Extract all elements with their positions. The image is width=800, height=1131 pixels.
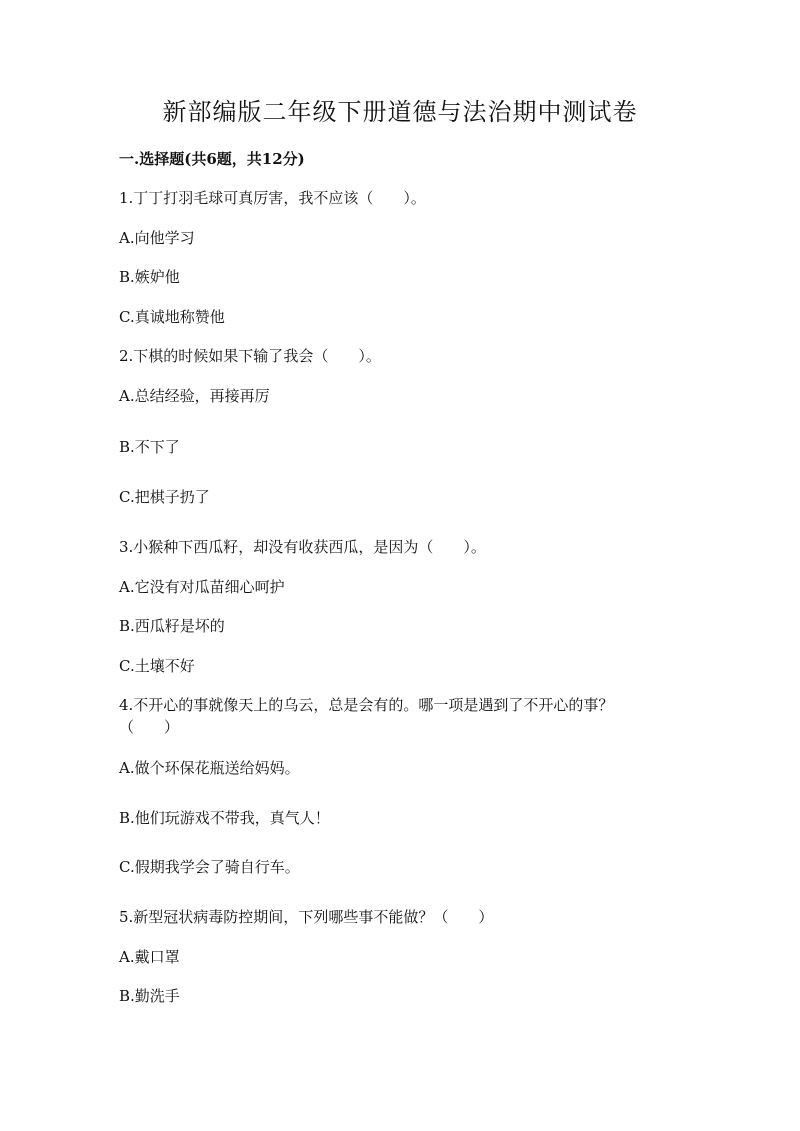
question-1-option-c: C.真诚地称赞他 [119,308,225,326]
question-3-option-a: A.它没有对瓜苗细心呵护 [119,578,285,596]
question-2-option-a: A.总结经验，再接再厉 [119,387,270,405]
question-5-option-b: B.勤洗手 [119,987,180,1005]
question-4-option-b: B.他们玩游戏不带我，真气人！ [119,809,330,827]
question-stem-2: 2.下棋的时候如果下输了我会（ ）。 [119,347,381,365]
question-1-option-b: B.嫉妒他 [119,268,180,286]
question-2-option-b: B.不下了 [119,438,180,456]
question-3-option-c: C.土壤不好 [119,657,195,675]
question-3-option-b: B.西瓜籽是坏的 [119,617,225,635]
question-stem-1: 1.丁丁打羽毛球可真厉害，我不应该（ ）。 [119,189,426,207]
page-title: 新部编版二年级下册道德与法治期中测试卷 [162,98,638,126]
question-stem-3: 3.小猴种下西瓜籽，却没有收获西瓜，是因为（ ）。 [119,538,486,556]
question-4-option-c: C.假期我学会了骑自行车。 [119,858,300,876]
question-stem-4-blank: （ ） [119,718,180,736]
question-4-option-a: A.做个环保花瓶送给妈妈。 [119,759,300,777]
question-5-option-a: A.戴口罩 [119,948,180,966]
question-1-option-a: A.向他学习 [119,229,195,247]
question-stem-5: 5.新型冠状病毒防控期间，下列哪些事不能做？（ ） [119,908,494,926]
question-2-option-c: C.把棋子扔了 [119,488,210,506]
question-stem-4: 4.不开心的事就像天上的乌云，总是会有的。哪一项是遇到了不开心的事？ [119,696,614,714]
section-heading: 一.选择题(共6题，共12分) [119,150,305,168]
